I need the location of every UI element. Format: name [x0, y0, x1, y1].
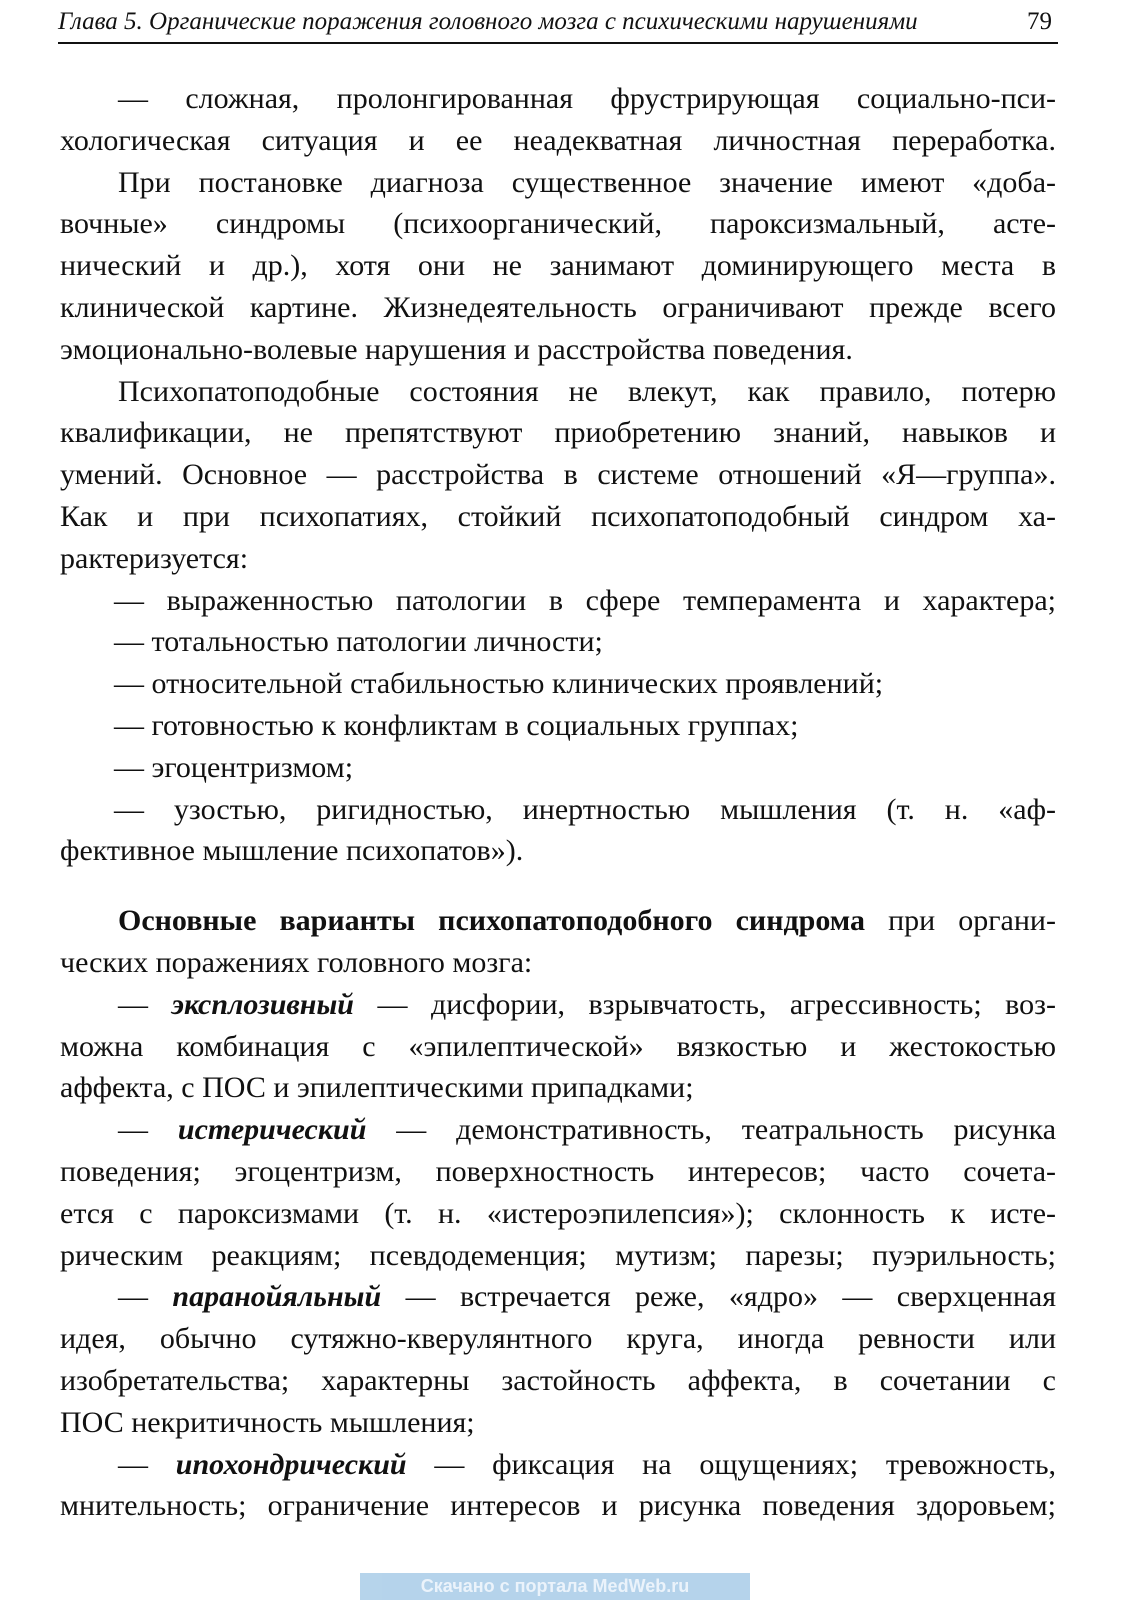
text-line: квалификации, не препятствуют приобретению знаний, навыков и: [60, 416, 1056, 450]
text-line: — сложная, пролонгированная фрустрирующая социально-пси-: [118, 82, 1056, 115]
list-item: — относительной стабильностью клинических проявлений;: [114, 667, 884, 701]
text-line: ческих поражениях головного мозга:: [60, 945, 533, 979]
section-heading-line: [60, 900, 1056, 942]
text-line: хологическая ситуация и ее неадекватная личностная переработка.: [60, 123, 1056, 157]
variant-item: [60, 1109, 1056, 1151]
watermark-banner: Скачано с портала MedWeb.ru: [360, 1573, 750, 1600]
text-line: аффекта, с ПОС и эпилептическими припадками;: [60, 1071, 694, 1105]
text-line: мнительность; ограничение интересов и рисунка поведения здоровьем;: [60, 1489, 1056, 1523]
dash: —: [118, 1447, 176, 1481]
list-item: — тотальностью патологии личности;: [114, 625, 603, 659]
text-line: Психопатоподобные состояния не влекут, как правило, потерю: [118, 374, 1056, 408]
section-heading: Основные варианты психопатоподобного синдрома: [118, 904, 865, 938]
variant-term: ипохондрический: [175, 1447, 407, 1481]
list-item: — эгоцентризмом;: [114, 750, 354, 784]
variant-item: [60, 1276, 1056, 1318]
text-span: — встречается реже, «ядро» — сверхценная: [381, 1280, 1056, 1314]
text-line: ется с пароксизмами (т. н. «истероэпилепсия»); склонность к исте-: [60, 1196, 1056, 1230]
text-span: — фиксация на ощущениях; тревожность,: [406, 1447, 1056, 1481]
variant-item: [60, 984, 1056, 1026]
text-line: При постановке диагноза существенное значение имеют «доба-: [118, 165, 1056, 199]
text-span: — дисфории, взрывчатость, агрессивность; воз-: [353, 987, 1056, 1021]
text-span: при органи-: [865, 904, 1056, 938]
text-span: — демонстративность, театральность рисунка: [366, 1113, 1057, 1147]
text-line: фективное мышление психопатов»).: [60, 834, 524, 868]
text-line: рактеризуется:: [60, 541, 249, 575]
text-line: рическим реакциям; псевдодеменция; мутизм; парезы; пуэрильность;: [60, 1238, 1056, 1272]
running-head: [58, 4, 1058, 44]
text-line: ПОС некритичность мышления;: [60, 1405, 475, 1439]
text-line: вочные» синдромы (психоорганический, пароксизмальный, асте-: [60, 207, 1056, 241]
variant-item: [60, 1444, 1056, 1486]
variant-term: истерический: [177, 1113, 367, 1147]
dash: —: [118, 1113, 178, 1147]
text-line: поведения; эгоцентризм, поверхностность интересов; часто сочета-: [60, 1154, 1056, 1188]
text-line: идея, обычно сутяжно-кверулянтного круга, иногда ревности или: [60, 1322, 1056, 1356]
chapter-title: Глава 5. Органические поражения головного мозга с психическими нарушениями: [58, 8, 918, 35]
page-number: 79: [1027, 8, 1052, 35]
dash: —: [118, 1280, 173, 1314]
variant-term: паранойяльный: [172, 1280, 382, 1314]
list-item: — выраженностью патологии в сфере темперамента и характера;: [114, 583, 1056, 617]
section-gap: [60, 872, 1056, 900]
dash: —: [118, 987, 172, 1021]
list-item: — узостью, ригидностью, инертностью мышления (т. н. «аф-: [114, 792, 1056, 826]
text-line: умений. Основное — расстройства в системе отношений «Я—группа».: [60, 458, 1056, 492]
text-line: клинической картине. Жизнедеятельность ограничивают прежде всего: [60, 290, 1056, 324]
text-line: эмоционально-волевые нарушения и расстройства поведения.: [60, 332, 853, 366]
text-line: Как и при психопатиях, стойкий психопатоподобный синдром ха-: [60, 499, 1056, 533]
body-text: [60, 78, 1056, 1527]
list-item: — готовностью к конфликтам в социальных группах;: [114, 708, 799, 742]
variant-term: эксплозивный: [171, 987, 354, 1021]
text-line: можна комбинация с «эпилептической» вязкостью и жестокостью: [60, 1029, 1056, 1063]
text-line: изобретательства; характерны застойность аффекта, в сочетании с: [60, 1363, 1056, 1397]
text-line: нический и др.), хотя они не занимают доминирующего места в: [60, 249, 1056, 283]
